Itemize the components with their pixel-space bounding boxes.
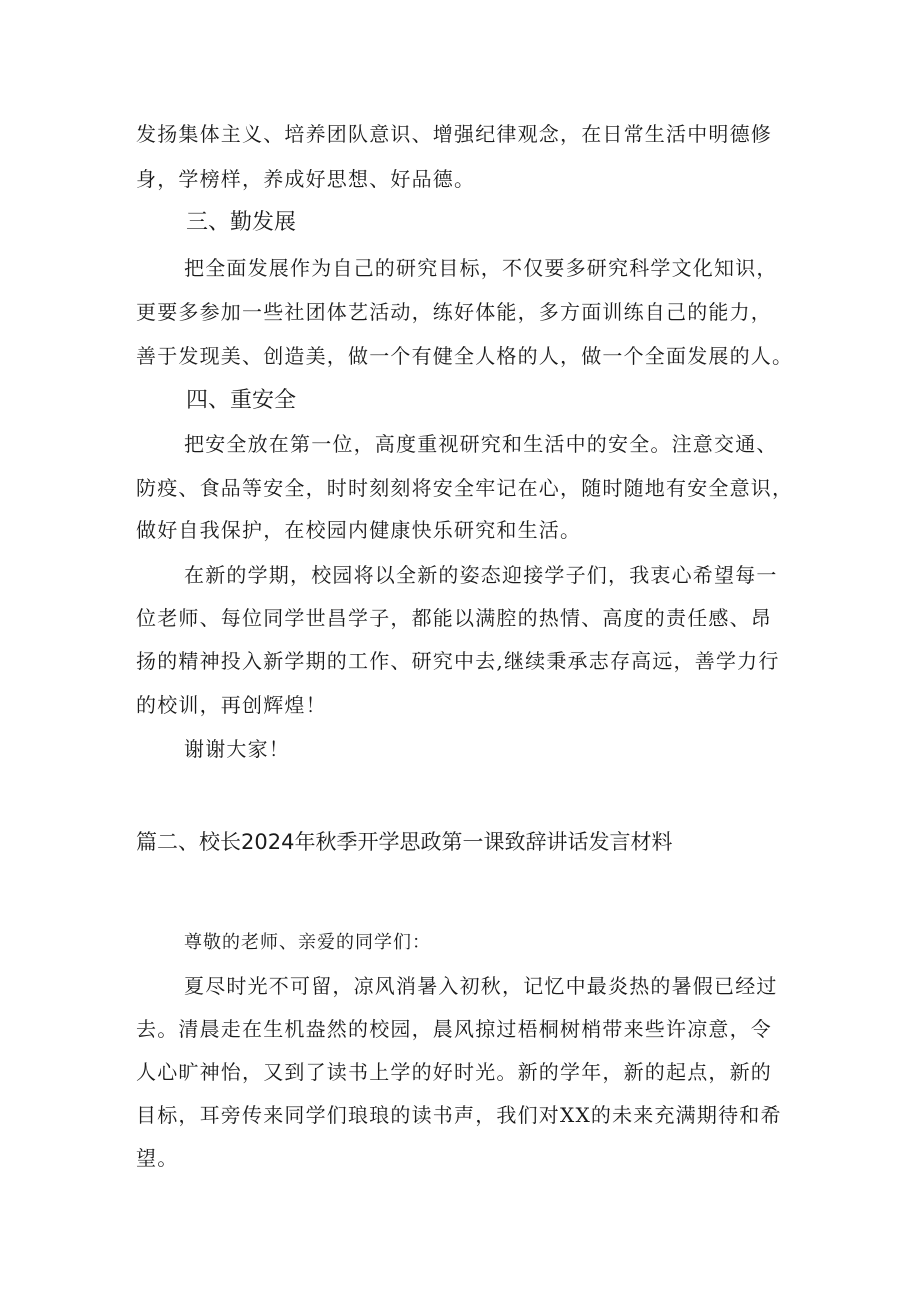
paragraph-line: 在新的学期，校园将以全新的姿态迎接学子们，我衷心希望每一 [184, 563, 778, 587]
paragraph-line: 望。 [136, 1146, 179, 1170]
paragraph-line: 去。清晨走在生机盎然的校园，晨风掠过梧桐树梢带来些许凉意，令 [136, 1017, 772, 1041]
paragraph-line: 扬的精神投入新学期的工作、研究中去,继续秉承志存高远，善学力行 [136, 649, 780, 673]
paragraph-line: 发扬集体主义、培养团队意识、增强纪律观念，在日常生活中明德修 [136, 122, 772, 146]
paragraph-line: 夏尽时光不可留，凉风消暑入初秋，记忆中最炎热的暑假已经过 [184, 974, 778, 998]
paragraph-line: 防疫、食品等安全，时时刻刻将安全牢记在心，随时随地有安全意识， [136, 476, 794, 500]
paragraph-line: 把全面发展作为自己的研究目标，不仅要多研究科学文化知识， [184, 256, 778, 280]
salutation: 尊敬的老师、亲爱的同学们： [184, 932, 431, 953]
paragraph-line: 位老师、每位同学世昌学子，都能以满腔的热情、高度的责任感、昂 [136, 606, 772, 630]
paragraph-line: 更要多参加一些社团体艺活动，练好体能，多方面训练自己的能力， [136, 300, 772, 324]
paragraph-line: 目标，耳旁传来同学们琅琅的读书声，我们对XX的未来充满期待和希 [136, 1103, 782, 1127]
article-title: 篇二、校长2024年秋季开学思政第一课致辞讲话发言材料 [136, 830, 673, 854]
paragraph-line: 善于发现美、创造美，做一个有健全人格的人，做一个全面发展的人。 [136, 344, 794, 368]
paragraph-line: 的校训，再创辉煌！ [136, 693, 327, 717]
paragraph-line: 身，学榜样，养成好思想、好品德。 [136, 167, 476, 191]
paragraph-line: 人心旷神怡，又到了读书上学的好时光。新的学年，新的起点，新的 [136, 1060, 772, 1084]
paragraph-line: 把安全放在第一位，高度重视研究和生活中的安全。注意交通、 [184, 432, 778, 456]
thanks-line: 谢谢大家！ [184, 737, 290, 761]
section-heading-safety: 四、重安全 [186, 388, 297, 413]
section-heading-develop: 三、勤发展 [186, 210, 297, 235]
paragraph-line: 做好自我保护，在校园内健康快乐研究和生活。 [136, 518, 582, 542]
